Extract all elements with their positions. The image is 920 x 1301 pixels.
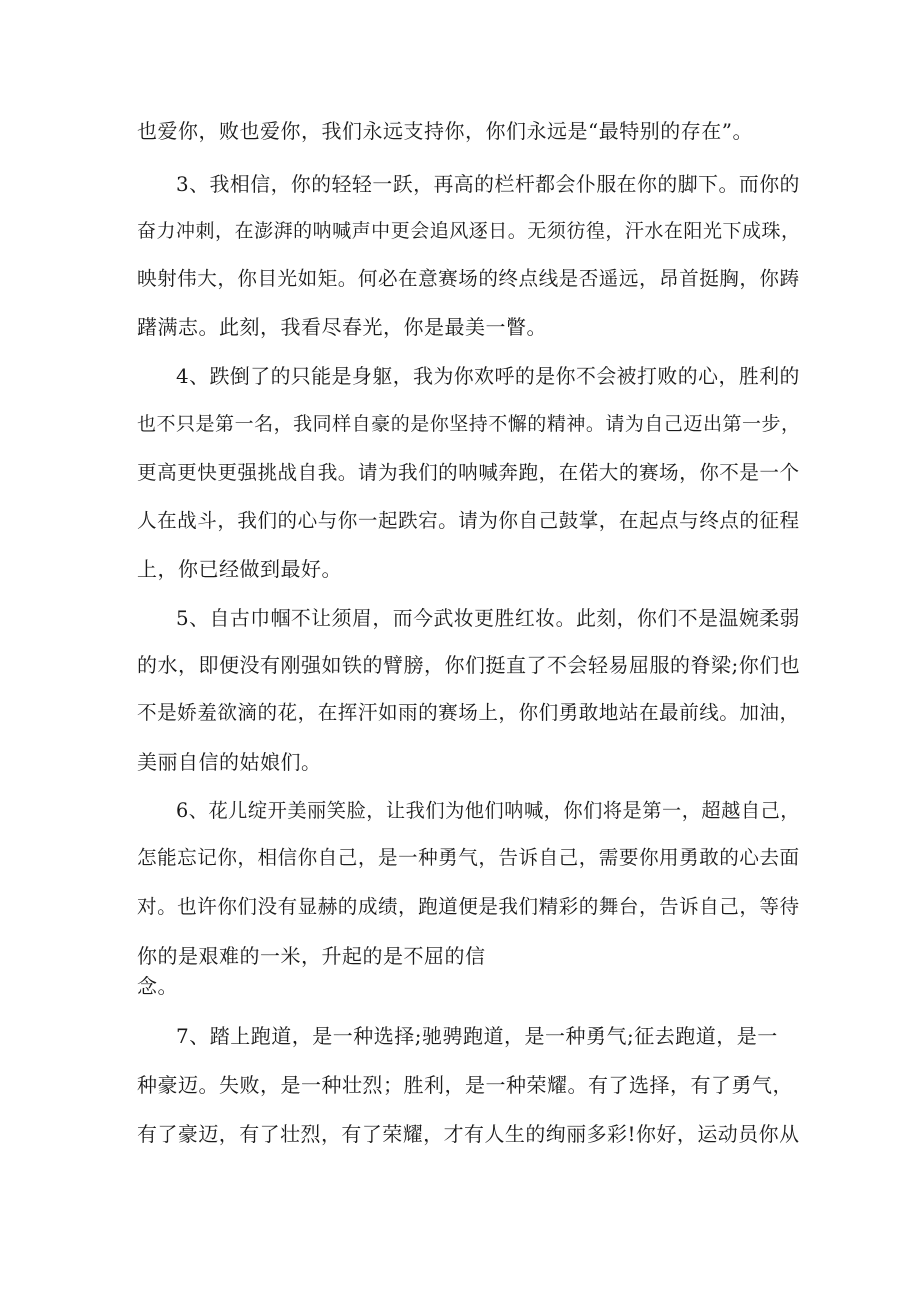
text-line: 不是娇羞欲滴的花，在挥汗如雨的赛场上，你们勇敢地站在最前线。加油， [137,701,800,724]
text-line: 躇满志。此刻，我看尽春光，你是最美一瞥。 [137,315,547,339]
text-line: 更高更快更强挑战自我。请为我们的呐喊奔跑，在偌大的赛场，你不是一个 [137,461,800,484]
text-line: 你的是艰难的一米，升起的是不屈的信 [137,944,486,968]
text-line: 的水，即便没有刚强如铁的臂膀，你们挺直了不会轻易屈服的脊梁;你们也 [137,653,801,677]
text-line: 种豪迈。失败，是一种壮烈；胜利，是一种荣耀。有了选择，有了勇气， [137,1073,793,1097]
paragraph-4-line: 4、跌倒了的只能是身躯，我为你欢呼的是你不会被打败的心，胜利的 [176,365,800,388]
paragraph-6-line: 6、花儿绽开美丽笑脸，让我们为他们呐喊，你们将是第一，超越自己， [176,799,801,822]
paragraph-7-line: 7、踏上跑道，是一种选择;驰骋跑道，是一种勇气;征去跑道，是一 [176,1024,778,1048]
paragraph-5-line: 5、自古巾帼不让须眉，而今武妆更胜红妆。此刻，你们不是温婉柔弱 [176,607,800,630]
text-line: 美丽自信的姑娘们。 [137,750,322,774]
text-line: 也不只是第一名，我同样自豪的是你坚持不懈的精神。请为自己迈出第一步， [137,413,801,435]
text-line: 上，你已经做到最好。 [137,557,342,581]
text-line: 也爱你，败也爱你，我们永远支持你，你们永远是“最特别的存在”。 [137,119,753,143]
text-line: 有了豪迈，有了壮烈，有了荣耀，才有人生的绚丽多彩!你好，运动员你从 [137,1122,800,1146]
text-line: 怎能忘记你，相信你自己，是一种勇气，告诉自己，需要你用勇敢的心去面 [137,846,800,869]
text-line: 对。也许你们没有显赫的成绩，跑道便是我们精彩的舞台，告诉自己，等待 [137,895,800,918]
text-line: 念。 [137,974,178,998]
text-line: 奋力冲刺，在澎湃的呐喊声中更会追风逐日。无须彷徨，汗水在阳光下成珠， [137,220,801,242]
text-line: 人在战斗，我们的心与你一起跌宕。请为你自己鼓掌，在起点与终点的征程 [137,509,800,532]
text-line: 映射伟大，你目光如矩。何必在意赛场的终点线是否遥远，昂首挺胸，你踌 [137,267,800,290]
paragraph-3-line: 3、我相信，你的轻轻一跃，再高的栏杆都会仆服在你的脚下。而你的 [176,173,800,196]
